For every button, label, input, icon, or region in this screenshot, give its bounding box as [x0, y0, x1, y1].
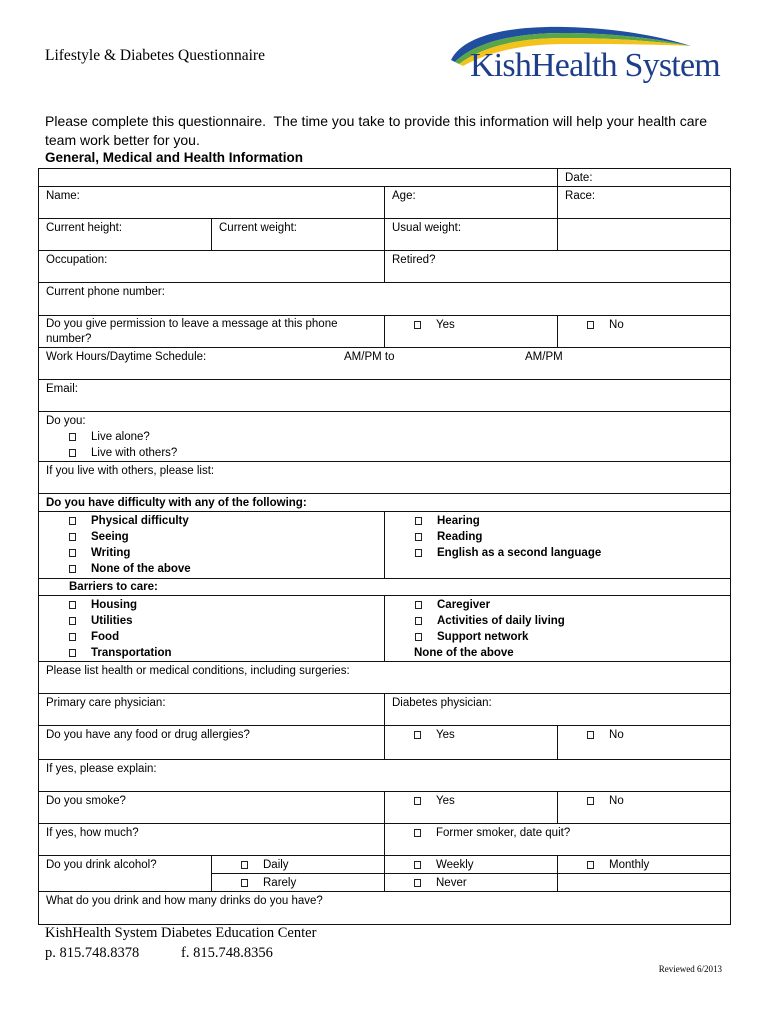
age-label: Age:: [392, 190, 416, 202]
form-row-message-permission: [39, 316, 731, 348]
smoke-no-option: [565, 793, 724, 809]
footer-fax: f. 815.748.8356: [181, 945, 273, 961]
checkbox-icon: [69, 449, 76, 457]
smoke-yes-option: [392, 793, 551, 809]
yes-label: Yes: [436, 319, 455, 331]
alcohol-cell: [39, 856, 212, 892]
race-cell: [558, 187, 731, 219]
form-row-work-hours: [39, 348, 731, 380]
alcohol-option-label: Never: [436, 877, 467, 889]
barriers-none-label: None of the above: [414, 647, 514, 659]
checkbox-icon: [587, 731, 594, 739]
yes-label: Yes: [436, 795, 455, 807]
permission-cell: [39, 316, 385, 348]
permission-yes-cell: [385, 316, 558, 348]
barrier-option: [392, 629, 724, 645]
barrier-option: [46, 629, 378, 645]
alcohol-rarely-cell: [212, 874, 385, 892]
footer-center-name: KishHealth System Diabetes Education Center: [45, 925, 317, 941]
yes-label: Yes: [436, 729, 455, 741]
phone-label: Current phone number:: [46, 286, 165, 298]
checkbox-icon: [414, 829, 421, 837]
alcohol-label: Do you drink alcohol?: [46, 859, 157, 871]
date-label: Date:: [565, 172, 593, 184]
difficulty-option-label: None of the above: [91, 563, 191, 575]
blank-cell: [39, 169, 558, 187]
diabetes-physician-cell: [385, 694, 731, 726]
alcohol-option: [219, 857, 378, 873]
am-pm-to-label: AM/PM to: [344, 351, 395, 363]
difficulty-heading-cell: [39, 494, 731, 512]
checkbox-icon: [415, 549, 422, 557]
current-weight-label: Current weight:: [219, 222, 297, 234]
barrier-option: [392, 597, 724, 613]
drinks-cell: [39, 892, 731, 925]
checkbox-icon: [241, 861, 248, 869]
alcohol-weekly-cell: [385, 856, 558, 874]
household-list-label: If you live with others, please list:: [46, 465, 215, 477]
occupation-cell: [39, 251, 385, 283]
alcohol-option: [565, 857, 724, 873]
alcohol-option: [392, 857, 551, 873]
logo-wordmark: KishHealth System: [470, 47, 720, 84]
checkbox-icon: [69, 549, 76, 557]
difficulty-option: [46, 561, 378, 577]
barriers-heading: Barriers to care:: [69, 581, 158, 593]
document-title: Lifestyle & Diabetes Questionnaire: [45, 47, 265, 64]
barrier-option-label: Food: [91, 631, 120, 643]
retired-label: Retired?: [392, 254, 436, 266]
alcohol-option-label: Rarely: [263, 877, 297, 889]
barrier-option-label: Caregiver: [437, 599, 491, 611]
am-pm-label: AM/PM: [525, 351, 563, 363]
no-label: No: [609, 319, 624, 331]
difficulty-option: [392, 529, 724, 545]
form-row-allergies: [39, 726, 731, 760]
checkbox-icon: [415, 517, 422, 525]
barriers-right-cell: [385, 596, 731, 662]
footer-reviewed-date: Reviewed 6/2013: [658, 964, 722, 974]
usual-weight-cell: [385, 219, 558, 251]
email-cell: [39, 380, 731, 412]
intro-line-2: team work better for you.: [45, 132, 200, 148]
live-with-others-label: Live with others?: [91, 447, 178, 459]
smoke-amount-label: If yes, how much?: [46, 827, 139, 839]
checkbox-icon: [414, 797, 421, 805]
checkbox-icon: [415, 633, 422, 641]
checkbox-icon: [587, 321, 594, 329]
form-row-date: [39, 169, 731, 187]
checkbox-icon: [587, 861, 594, 869]
work-hours-cell: [39, 348, 731, 380]
no-label: No: [609, 795, 624, 807]
difficulty-option: [46, 545, 378, 561]
blank-cell: [558, 219, 731, 251]
barrier-option: [46, 597, 378, 613]
blank-cell: [558, 874, 731, 892]
alcohol-option: [392, 875, 551, 891]
checkbox-icon: [414, 861, 421, 869]
form-row-difficulty-options: [39, 512, 731, 579]
form-row-allergies-explain: [39, 760, 731, 792]
primary-physician-cell: [39, 694, 385, 726]
live-with-others-option: [46, 445, 724, 461]
work-hours-label: Work Hours/Daytime Schedule:: [46, 351, 207, 363]
form-row-living: [39, 412, 731, 462]
current-height-cell: [39, 219, 212, 251]
form-row-phone: [39, 283, 731, 316]
barrier-option: [46, 645, 378, 661]
barrier-option: [392, 613, 724, 629]
former-smoker-cell: [385, 824, 731, 856]
difficulty-right-cell: [385, 512, 731, 579]
barriers-left-cell: [39, 596, 385, 662]
conditions-label: Please list health or medical conditions, including surgeries:: [46, 665, 350, 677]
conditions-cell: [39, 662, 731, 694]
smoke-yes-cell: [385, 792, 558, 824]
alcohol-monthly-cell: [558, 856, 731, 874]
form-row-name: [39, 187, 731, 219]
allergies-explain-cell: [39, 760, 731, 792]
barriers-heading-cell: [39, 579, 731, 596]
alcohol-option: [219, 875, 378, 891]
section-heading: General, Medical and Health Information: [45, 150, 304, 165]
former-smoker-label: Former smoker, date quit?: [436, 827, 571, 839]
form-row-difficulty-heading: [39, 494, 731, 512]
checkbox-icon: [69, 517, 76, 525]
difficulty-option-label: Writing: [91, 547, 131, 559]
checkbox-icon: [415, 617, 422, 625]
permission-no-cell: [558, 316, 731, 348]
date-cell: [558, 169, 731, 187]
do-you-label: Do you:: [46, 415, 86, 427]
current-height-label: Current height:: [46, 222, 123, 234]
allergies-yes-cell: [385, 726, 558, 760]
barrier-option: [46, 613, 378, 629]
usual-weight-label: Usual weight:: [392, 222, 462, 234]
race-label: Race:: [565, 190, 596, 202]
form-row-conditions: [39, 662, 731, 694]
barrier-option-label: Support network: [437, 631, 529, 643]
checkbox-icon: [69, 433, 76, 441]
work-hours-line: [46, 349, 724, 365]
difficulty-option-label: Reading: [437, 531, 483, 543]
barrier-option-label: Transportation: [91, 647, 172, 659]
checkbox-icon: [415, 533, 422, 541]
form-row-email: [39, 380, 731, 412]
permission-no-option: [565, 317, 724, 333]
checkbox-icon: [415, 601, 422, 609]
email-label: Email:: [46, 383, 78, 395]
primary-physician-label: Primary care physician:: [46, 697, 166, 709]
allergies-label: Do you have any food or drug allergies?: [46, 729, 250, 741]
alcohol-never-cell: [385, 874, 558, 892]
alcohol-option-label: Weekly: [436, 859, 474, 871]
form-row-smoke: [39, 792, 731, 824]
retired-cell: [385, 251, 731, 283]
form-row-barriers-options: [39, 596, 731, 662]
age-cell: [385, 187, 558, 219]
smoke-no-cell: [558, 792, 731, 824]
form-row-measurements: [39, 219, 731, 251]
form-row-barriers-heading: [39, 579, 731, 596]
allergies-explain-label: If yes, please explain:: [46, 763, 157, 775]
checkbox-icon: [587, 797, 594, 805]
household-list-cell: [39, 462, 731, 494]
live-alone-label: Live alone?: [91, 431, 150, 443]
current-weight-cell: [212, 219, 385, 251]
checkbox-icon: [414, 879, 421, 887]
form-row-household: [39, 462, 731, 494]
checkbox-icon: [69, 533, 76, 541]
difficulty-option-label: English as a second language: [437, 547, 602, 559]
smoke-amount-cell: [39, 824, 385, 856]
difficulty-option-label: Seeing: [91, 531, 129, 543]
checkbox-icon: [69, 601, 76, 609]
name-label: Name:: [46, 190, 80, 202]
form-row-physicians: [39, 694, 731, 726]
difficulty-left-cell: [39, 512, 385, 579]
checkbox-icon: [414, 731, 421, 739]
name-cell: [39, 187, 385, 219]
difficulty-option: [392, 545, 724, 561]
live-alone-option: [46, 429, 724, 445]
footer-phone: p. 815.748.8378: [45, 945, 140, 961]
checkbox-icon: [69, 649, 76, 657]
no-label: No: [609, 729, 624, 741]
living-situation-cell: [39, 412, 731, 462]
difficulty-option-label: Physical difficulty: [91, 515, 189, 527]
occupation-label: Occupation:: [46, 254, 108, 266]
phone-cell: [39, 283, 731, 316]
smoke-cell: [39, 792, 385, 824]
permission-label: Do you give permission to leave a message at this phone number?: [46, 318, 338, 345]
smoke-label: Do you smoke?: [46, 795, 126, 807]
allergies-yes-option: [392, 727, 551, 743]
difficulty-option: [46, 513, 378, 529]
barrier-option-label: Activities of daily living: [437, 615, 565, 627]
checkbox-icon: [241, 879, 248, 887]
form-row-drinks: [39, 892, 731, 925]
form-row-smoke-amount: [39, 824, 731, 856]
difficulty-heading: Do you have difficulty with any of the following:: [46, 497, 307, 509]
former-smoker-option: [392, 825, 724, 841]
allergies-no-cell: [558, 726, 731, 760]
barrier-option-label: Housing: [91, 599, 137, 611]
alcohol-daily-cell: [212, 856, 385, 874]
health-info-table: [38, 168, 731, 925]
difficulty-option: [392, 513, 724, 529]
checkbox-icon: [414, 321, 421, 329]
allergies-no-option: [565, 727, 724, 743]
allergies-cell: [39, 726, 385, 760]
barrier-option-label: Utilities: [91, 615, 133, 627]
checkbox-icon: [69, 633, 76, 641]
alcohol-option-label: Daily: [263, 859, 289, 871]
form-row-occupation: [39, 251, 731, 283]
intro-line-1: Please complete this questionnaire. The time you take to provide this information will help your health care: [45, 113, 707, 129]
alcohol-option-label: Monthly: [609, 859, 650, 871]
diabetes-physician-label: Diabetes physician:: [392, 697, 492, 709]
checkbox-icon: [69, 565, 76, 573]
permission-yes-option: [392, 317, 551, 333]
checkbox-icon: [69, 617, 76, 625]
difficulty-option-label: Hearing: [437, 515, 480, 527]
drinks-label: What do you drink and how many drinks do you have?: [46, 895, 323, 907]
difficulty-option: [46, 529, 378, 545]
form-row-alcohol-1: [39, 856, 731, 874]
